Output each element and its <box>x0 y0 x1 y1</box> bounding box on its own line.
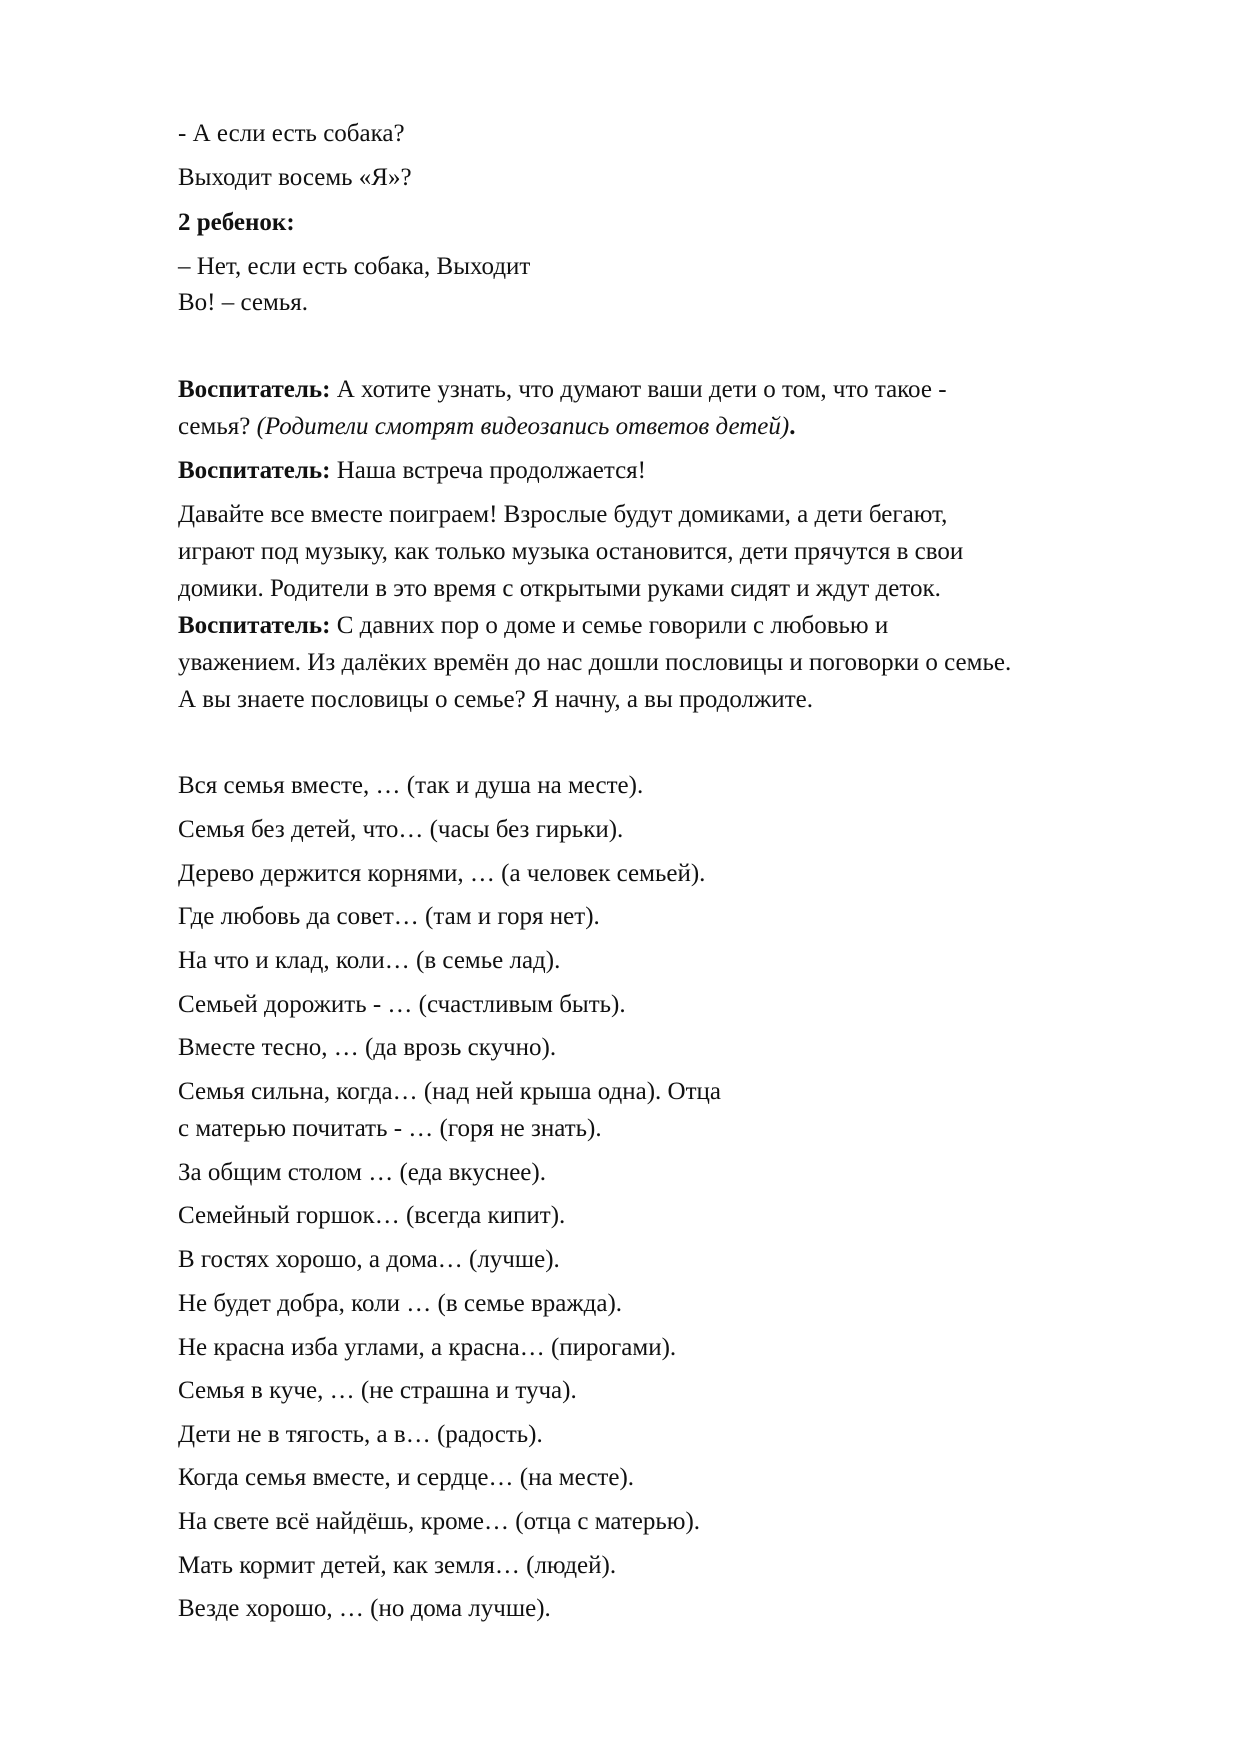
proverb-line: Семья сильна, когда… (над ней крыша одна). Отца <box>178 1078 721 1105</box>
proverb-line: Семья без детей, что… (часы без гирьки). <box>178 816 624 843</box>
paragraph-line: домики. Родители в это время с открытыми руками сидят и ждут деток. <box>178 575 941 602</box>
paragraph-text: С давних пор о доме и семье говорили с любовью и <box>330 612 889 639</box>
paragraph-line <box>178 375 947 405</box>
paragraph-line: уважением. Из далёких времён до нас дошли пословицы и поговорки о семье. <box>178 649 1012 676</box>
paragraph-line: А вы знаете пословицы о семье? Я начну, а вы продолжите. <box>178 686 813 713</box>
proverb-line: На что и клад, коли… (в семье лад). <box>178 947 561 974</box>
paragraph-line <box>178 412 795 442</box>
dialog-line: Выходит восемь «Я»? <box>178 164 412 191</box>
proverb-line: Дети не в тягость, а в… (радость). <box>178 1421 543 1448</box>
dialog-line: – Нет, если есть собака, Выходит <box>178 253 531 280</box>
proverb-line: Везде хорошо, … (но дома лучше). <box>178 1595 551 1622</box>
proverb-line: Семьей дорожить - … (счастливым быть). <box>178 991 626 1018</box>
proverb-line: Вся семья вместе, … (так и душа на месте). <box>178 772 644 799</box>
proverb-line: Когда семья вместе, и сердце… (на месте). <box>178 1464 635 1491</box>
dialog-line: - А если есть собака? <box>178 120 405 147</box>
paragraph-text: Наша встреча продолжается! <box>330 457 646 484</box>
speaker-label: Воспитатель: <box>178 612 331 639</box>
stage-note: (Родители смотрят видеозапись ответов детей) <box>256 413 790 440</box>
proverb-line: Семья в куче, … (не страшна и туча). <box>178 1377 577 1404</box>
paragraph-line <box>178 456 646 486</box>
paragraph-text: . <box>789 413 796 440</box>
proverb-line: Не будет добра, коли … (в семье вражда). <box>178 1290 623 1317</box>
paragraph-text: семья? <box>178 413 257 440</box>
proverb-line: Вместе тесно, … (да врозь скучно). <box>178 1034 557 1061</box>
proverb-line: Где любовь да совет… (там и горя нет). <box>178 903 600 930</box>
paragraph-line <box>178 611 888 641</box>
proverb-line: На свете всё найдёшь, кроме… (отца с матерью). <box>178 1508 701 1535</box>
proverb-line: с матерью почитать - … (горя не знать). <box>178 1115 602 1142</box>
paragraph-text: А хотите узнать, что думают ваши дети о том, что такое - <box>330 376 947 403</box>
proverb-line: Дерево держится корнями, … (а человек семьей). <box>178 860 706 887</box>
proverb-line: В гостях хорошо, а дома… (лучше). <box>178 1246 560 1273</box>
proverb-line: Не красна изба углами, а красна… (пирогами). <box>178 1334 677 1361</box>
proverb-line: Семейный горшок… (всегда кипит). <box>178 1202 566 1229</box>
dialog-line: Во! – семья. <box>178 289 308 316</box>
paragraph-line: играют под музыку, как только музыка остановится, дети прячутся в свои <box>178 538 964 565</box>
proverb-line: Мать кормит детей, как земля… (людей). <box>178 1552 617 1579</box>
speaker-label: 2 ребенок: <box>178 209 295 236</box>
paragraph-line: Давайте все вместе поиграем! Взрослые будут домиками, а дети бегают, <box>178 501 948 528</box>
proverb-line: За общим столом … (еда вкуснее). <box>178 1159 546 1186</box>
speaker-label: Воспитатель: <box>178 457 331 484</box>
speaker-label: Воспитатель: <box>178 376 331 403</box>
